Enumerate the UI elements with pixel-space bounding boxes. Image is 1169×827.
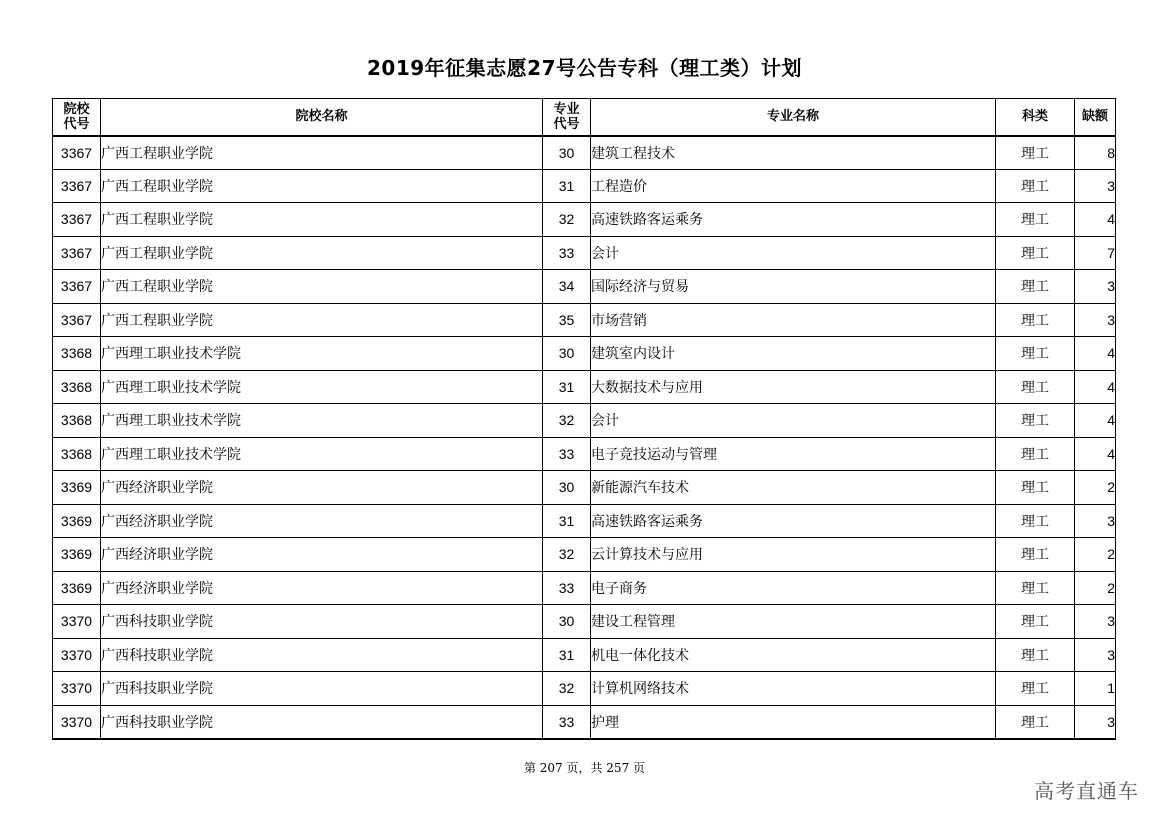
cell-major-name: 云计算技术与应用	[591, 538, 996, 572]
page-title: 2019年征集志愿27号公告专科（理工类）计划	[367, 56, 802, 80]
cell-major-name: 市场营销	[591, 303, 996, 337]
cell-school-name: 广西工程职业学院	[101, 270, 543, 304]
table-row	[53, 672, 1116, 706]
cell-school-name: 广西工程职业学院	[101, 136, 543, 170]
cell-school-name: 广西科技职业学院	[101, 638, 543, 672]
cell-school-name: 广西理工职业技术学院	[101, 370, 543, 404]
cell-vacancies: 4	[1075, 437, 1116, 471]
header-school-code-line1: 院校	[63, 101, 90, 117]
table-row	[53, 270, 1116, 304]
cell-category: 理工	[996, 303, 1075, 337]
cell-major-code: 31	[543, 370, 591, 404]
cell-school-code: 3369	[53, 504, 101, 538]
cell-major-code: 30	[543, 337, 591, 371]
header-major-code-line2: 代号	[553, 116, 580, 132]
table-row	[53, 337, 1116, 371]
table-row	[53, 404, 1116, 438]
cell-major-code: 32	[543, 203, 591, 237]
watermark: 高考直通车	[1034, 779, 1139, 803]
cell-category: 理工	[996, 136, 1075, 170]
header-school-code-line2: 代号	[63, 116, 90, 132]
cell-school-code: 3368	[53, 437, 101, 471]
cell-school-code: 3369	[53, 538, 101, 572]
cell-category: 理工	[996, 169, 1075, 203]
table-row	[53, 136, 1116, 170]
cell-school-code: 3370	[53, 705, 101, 739]
cell-vacancies: 1	[1075, 672, 1116, 706]
page-footer: 第 207 页，共 257 页	[523, 761, 646, 775]
table-row	[53, 571, 1116, 605]
header-major-code-line1: 专业	[553, 101, 580, 117]
cell-category: 理工	[996, 571, 1075, 605]
cell-category: 理工	[996, 270, 1075, 304]
table-header-row	[53, 99, 1116, 136]
cell-vacancies: 4	[1075, 370, 1116, 404]
cell-major-code: 35	[543, 303, 591, 337]
cell-major-name: 计算机网络技术	[591, 672, 996, 706]
header-vacancies: 缺额	[1075, 99, 1116, 136]
cell-vacancies: 3	[1075, 605, 1116, 639]
table-body	[53, 136, 1116, 739]
cell-school-code: 3368	[53, 404, 101, 438]
cell-school-name: 广西理工职业技术学院	[101, 437, 543, 471]
cell-major-name: 建筑工程技术	[591, 136, 996, 170]
cell-major-name: 会计	[591, 404, 996, 438]
cell-major-code: 34	[543, 270, 591, 304]
cell-category: 理工	[996, 437, 1075, 471]
cell-major-name: 建筑室内设计	[591, 337, 996, 371]
table-row	[53, 236, 1116, 270]
cell-vacancies: 4	[1075, 404, 1116, 438]
cell-major-code: 31	[543, 504, 591, 538]
table-row	[53, 437, 1116, 471]
table-row	[53, 169, 1116, 203]
cell-major-code: 30	[543, 605, 591, 639]
cell-school-name: 广西科技职业学院	[101, 672, 543, 706]
table-row	[53, 638, 1116, 672]
cell-vacancies: 3	[1075, 504, 1116, 538]
cell-school-name: 广西工程职业学院	[101, 303, 543, 337]
cell-category: 理工	[996, 504, 1075, 538]
cell-school-code: 3367	[53, 169, 101, 203]
cell-school-code: 3368	[53, 337, 101, 371]
header-category: 科类	[996, 99, 1075, 136]
cell-vacancies: 2	[1075, 538, 1116, 572]
cell-category: 理工	[996, 638, 1075, 672]
header-major-name: 专业名称	[591, 99, 996, 136]
cell-major-code: 33	[543, 705, 591, 739]
cell-school-name: 广西经济职业学院	[101, 471, 543, 505]
cell-school-name: 广西工程职业学院	[101, 236, 543, 270]
cell-major-code: 30	[543, 471, 591, 505]
cell-school-code: 3367	[53, 303, 101, 337]
cell-school-code: 3370	[53, 638, 101, 672]
cell-school-name: 广西经济职业学院	[101, 504, 543, 538]
cell-major-code: 33	[543, 236, 591, 270]
cell-vacancies: 4	[1075, 337, 1116, 371]
cell-school-code: 3369	[53, 571, 101, 605]
cell-school-name: 广西经济职业学院	[101, 571, 543, 605]
table-row	[53, 370, 1116, 404]
cell-major-name: 工程造价	[591, 169, 996, 203]
cell-vacancies: 3	[1075, 638, 1116, 672]
cell-category: 理工	[996, 203, 1075, 237]
cell-major-code: 32	[543, 538, 591, 572]
cell-major-name: 国际经济与贸易	[591, 270, 996, 304]
table-row	[53, 471, 1116, 505]
header-major-code	[543, 99, 591, 136]
cell-school-code: 3367	[53, 270, 101, 304]
cell-school-name: 广西理工职业技术学院	[101, 404, 543, 438]
table-row	[53, 504, 1116, 538]
cell-school-name: 广西理工职业技术学院	[101, 337, 543, 371]
cell-school-name: 广西工程职业学院	[101, 203, 543, 237]
cell-vacancies: 3	[1075, 303, 1116, 337]
cell-vacancies: 4	[1075, 203, 1116, 237]
cell-category: 理工	[996, 672, 1075, 706]
cell-school-code: 3370	[53, 672, 101, 706]
header-school-code	[53, 99, 101, 136]
cell-major-name: 电子竞技运动与管理	[591, 437, 996, 471]
cell-major-name: 新能源汽车技术	[591, 471, 996, 505]
cell-school-name: 广西科技职业学院	[101, 605, 543, 639]
cell-major-name: 大数据技术与应用	[591, 370, 996, 404]
cell-major-name: 机电一体化技术	[591, 638, 996, 672]
cell-major-code: 31	[543, 169, 591, 203]
cell-category: 理工	[996, 538, 1075, 572]
cell-vacancies: 2	[1075, 471, 1116, 505]
cell-major-name: 电子商务	[591, 571, 996, 605]
table-row	[53, 605, 1116, 639]
cell-major-name: 护理	[591, 705, 996, 739]
cell-major-code: 32	[543, 672, 591, 706]
cell-vacancies: 3	[1075, 270, 1116, 304]
cell-major-code: 33	[543, 437, 591, 471]
cell-school-name: 广西工程职业学院	[101, 169, 543, 203]
header-school-name: 院校名称	[101, 99, 543, 136]
cell-vacancies: 3	[1075, 169, 1116, 203]
cell-vacancies: 3	[1075, 705, 1116, 739]
cell-school-name: 广西经济职业学院	[101, 538, 543, 572]
cell-vacancies: 2	[1075, 571, 1116, 605]
admission-plan-table	[52, 98, 1116, 740]
cell-major-code: 31	[543, 638, 591, 672]
cell-major-name: 高速铁路客运乘务	[591, 504, 996, 538]
cell-major-code: 33	[543, 571, 591, 605]
cell-category: 理工	[996, 370, 1075, 404]
cell-category: 理工	[996, 605, 1075, 639]
cell-major-name: 高速铁路客运乘务	[591, 203, 996, 237]
cell-school-code: 3367	[53, 203, 101, 237]
cell-school-code: 3367	[53, 236, 101, 270]
cell-vacancies: 8	[1075, 136, 1116, 170]
cell-school-name: 广西科技职业学院	[101, 705, 543, 739]
cell-category: 理工	[996, 471, 1075, 505]
table-row	[53, 303, 1116, 337]
table-row	[53, 705, 1116, 739]
cell-school-code: 3369	[53, 471, 101, 505]
cell-category: 理工	[996, 404, 1075, 438]
cell-major-name: 建设工程管理	[591, 605, 996, 639]
cell-category: 理工	[996, 236, 1075, 270]
cell-category: 理工	[996, 705, 1075, 739]
cell-school-code: 3367	[53, 136, 101, 170]
cell-school-code: 3368	[53, 370, 101, 404]
table-row	[53, 538, 1116, 572]
cell-vacancies: 7	[1075, 236, 1116, 270]
cell-major-name: 会计	[591, 236, 996, 270]
cell-category: 理工	[996, 337, 1075, 371]
cell-school-code: 3370	[53, 605, 101, 639]
cell-major-code: 32	[543, 404, 591, 438]
table-row	[53, 203, 1116, 237]
cell-major-code: 30	[543, 136, 591, 170]
